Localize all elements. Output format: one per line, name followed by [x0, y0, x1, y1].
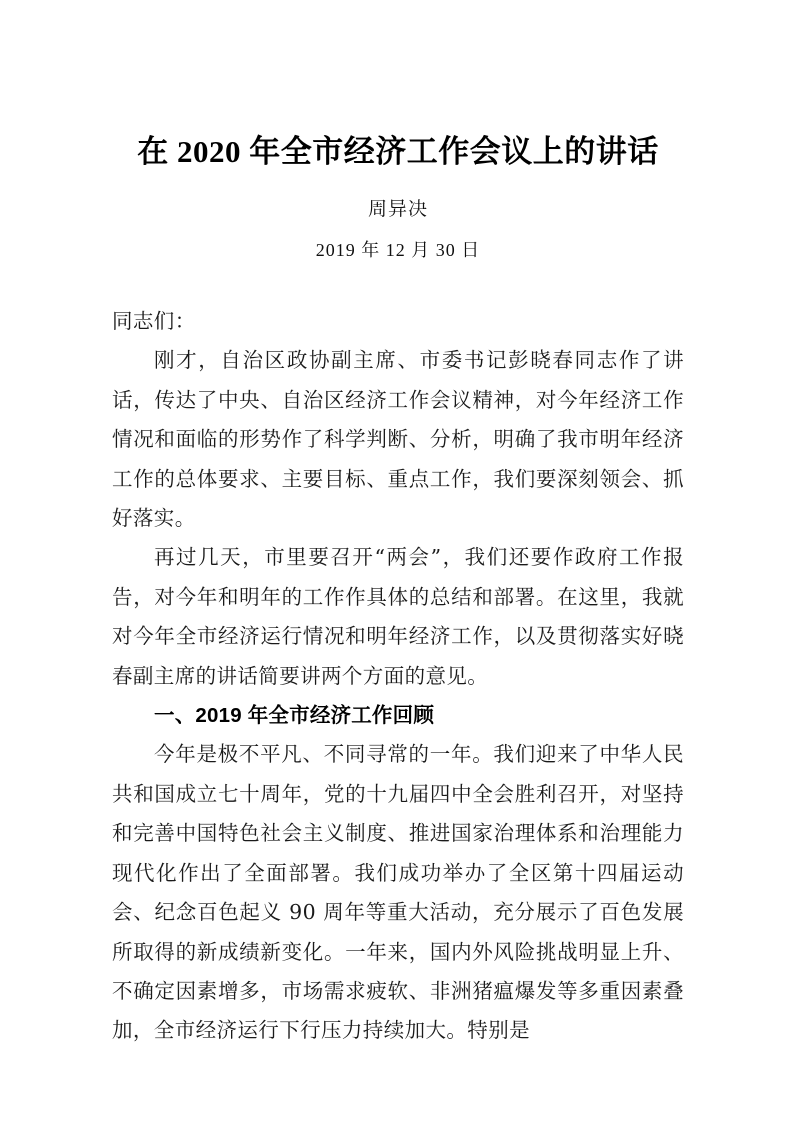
body-paragraph: 刚才，自治区政协副主席、市委书记彭晓春同志作了讲话，传达了中央、自治区经济工作会议精神，对今年经济工作情况和面临的形势作了科学判断、分析，明确了我市明年经济工作的总体要求、主要目标、重点工作，我们要深刻领会、抓好落实。	[112, 348, 684, 531]
body-paragraph: 今年是极不平凡、不同寻常的一年。我们迎来了中华人民共和国成立七十周年，党的十九届四中全会胜利召开，对坚持和完善中国特色社会主义制度、推进国家治理体系和治理能力现代化作出了全面部署。我们成功举办了全区第十四届运动会、纪念百色起义 90 周年等重大活动，充分展示了百色发展所取得的新成绩新变化。一年来，国内外风险挑战明显上升、不确定因素增多，市场需求疲软、非洲猪瘟爆发等多重因素叠加，全市经济运行下行压力持续加大。特别是	[112, 742, 684, 1043]
document-author: 周异决	[367, 198, 428, 220]
section-heading: 一、2019 年全市经济工作回顾	[154, 704, 435, 728]
salutation-line: 同志们：	[112, 309, 196, 333]
body-paragraph: 再过几天，市里要召开“两会”，我们还要作政府工作报告，对今年和明年的工作作具体的总结和部署。在这里，我就对今年全市经济运行情况和明年经济工作，以及贯彻落实好晓春副主席的讲话简要讲两个方面的意见。	[112, 545, 684, 688]
document-date: 2019 年 12 月 30 日	[315, 240, 481, 260]
document-body	[112, 302, 684, 1051]
page-title: 在 2020 年全市经济工作会议上的讲话	[137, 134, 659, 169]
